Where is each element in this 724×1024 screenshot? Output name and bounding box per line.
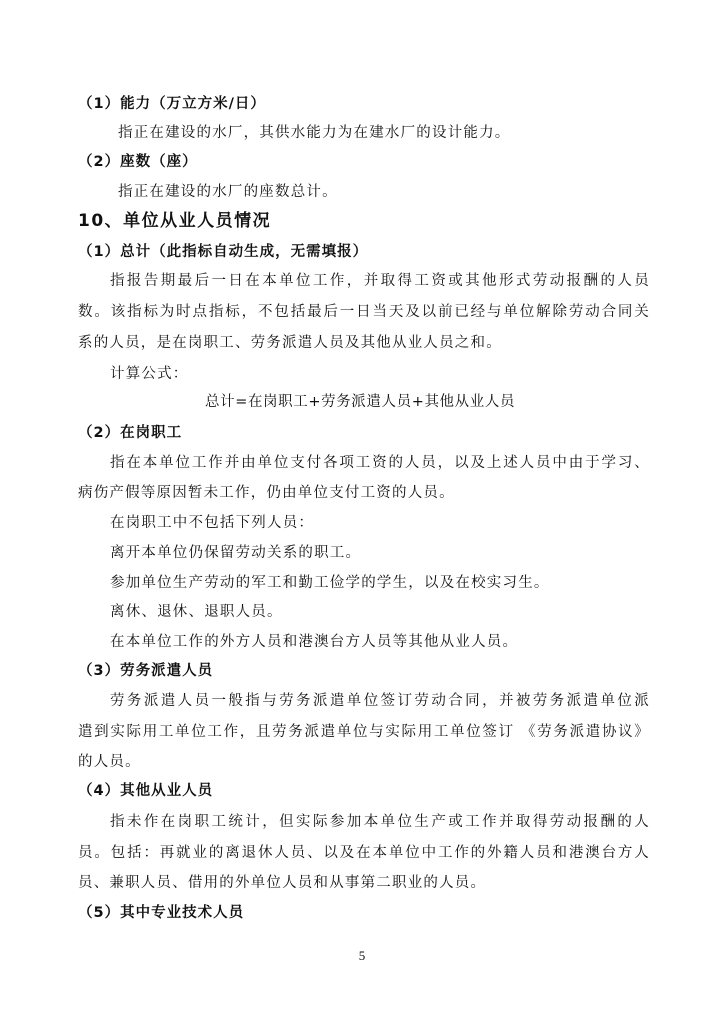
onpost-excl-4: 在本单位工作的外方人员和港澳台方人员等其他从业人员。 xyxy=(110,634,519,650)
onpost-line-2: 病伤产假等原因暂未工作，仍由单位支付工资的人员。 xyxy=(78,485,455,501)
formula-text: 总计=在岗职工+劳务派遣人员+其他从业人员 xyxy=(205,394,516,410)
onpost-excl-1: 离开本单位仍保留劳动关系的职工。 xyxy=(110,545,362,561)
count-text: 指正在建设的水厂的座数总计。 xyxy=(118,184,338,200)
total-line-2: 数。该指标为时点指标，不包括最后一日当天及以前已经与单位解除劳动合同关 xyxy=(78,304,650,320)
onpost-excl-3: 离休、退休、退职人员。 xyxy=(110,604,283,620)
total-line-1: 指报告期最后一日在本单位工作，并取得工资或其他形式劳动报酬的人员 xyxy=(110,273,650,289)
capacity-heading: （1）能力（万立方米/日） xyxy=(78,96,266,112)
onpost-line-1: 指在本单位工作并由单位支付各项工资的人员，以及上述人员中由于学习、 xyxy=(110,455,650,471)
onpost-heading: （2）在岗职工 xyxy=(78,425,183,441)
dispatch-line-2: 遣到实际用工单位工作，且劳务派遣单位与实际用工单位签订 《劳务派遣协议》 xyxy=(78,724,650,740)
onpost-excl-2: 参加单位生产劳动的军工和勤工俭学的学生，以及在校实习生。 xyxy=(110,575,550,591)
total-line-3: 系的人员，是在岗职工、劳务派遣人员及其他从业人员之和。 xyxy=(78,335,502,351)
formula-label: 计算公式： xyxy=(110,366,189,382)
dispatch-line-1: 劳务派遣人员一般指与劳务派遣单位签订劳动合同，并被劳务派遣单位派 xyxy=(110,693,650,709)
dispatch-line-3: 的人员。 xyxy=(78,754,141,770)
tech-heading: （5）其中专业技术人员 xyxy=(78,905,245,921)
total-heading: （1）总计（此指标自动生成，无需填报） xyxy=(78,244,369,260)
other-line-2: 员。包括：再就业的离退休人员、以及在本单位中工作的外籍人员和港澳台方人 xyxy=(78,845,650,861)
section-title: 10、单位从业人员情况 xyxy=(78,211,272,231)
count-heading: （2）座数（座） xyxy=(78,154,198,170)
onpost-excl-intro: 在岗职工中不包括下列人员： xyxy=(110,515,315,531)
other-line-3: 员、兼职人员、借用的外单位人员和从事第二职业的人员。 xyxy=(78,875,487,891)
capacity-text: 指正在建设的水厂，其供水能力为在建水厂的设计能力。 xyxy=(118,125,511,141)
dispatch-heading: （3）劳务派遣人员 xyxy=(78,663,214,679)
page-number: 5 xyxy=(358,948,366,963)
other-line-1: 指未作在岗职工统计，但实际参加本单位生产或工作并取得劳动报酬的人 xyxy=(110,814,650,830)
other-heading: （4）其他从业人员 xyxy=(78,783,214,799)
